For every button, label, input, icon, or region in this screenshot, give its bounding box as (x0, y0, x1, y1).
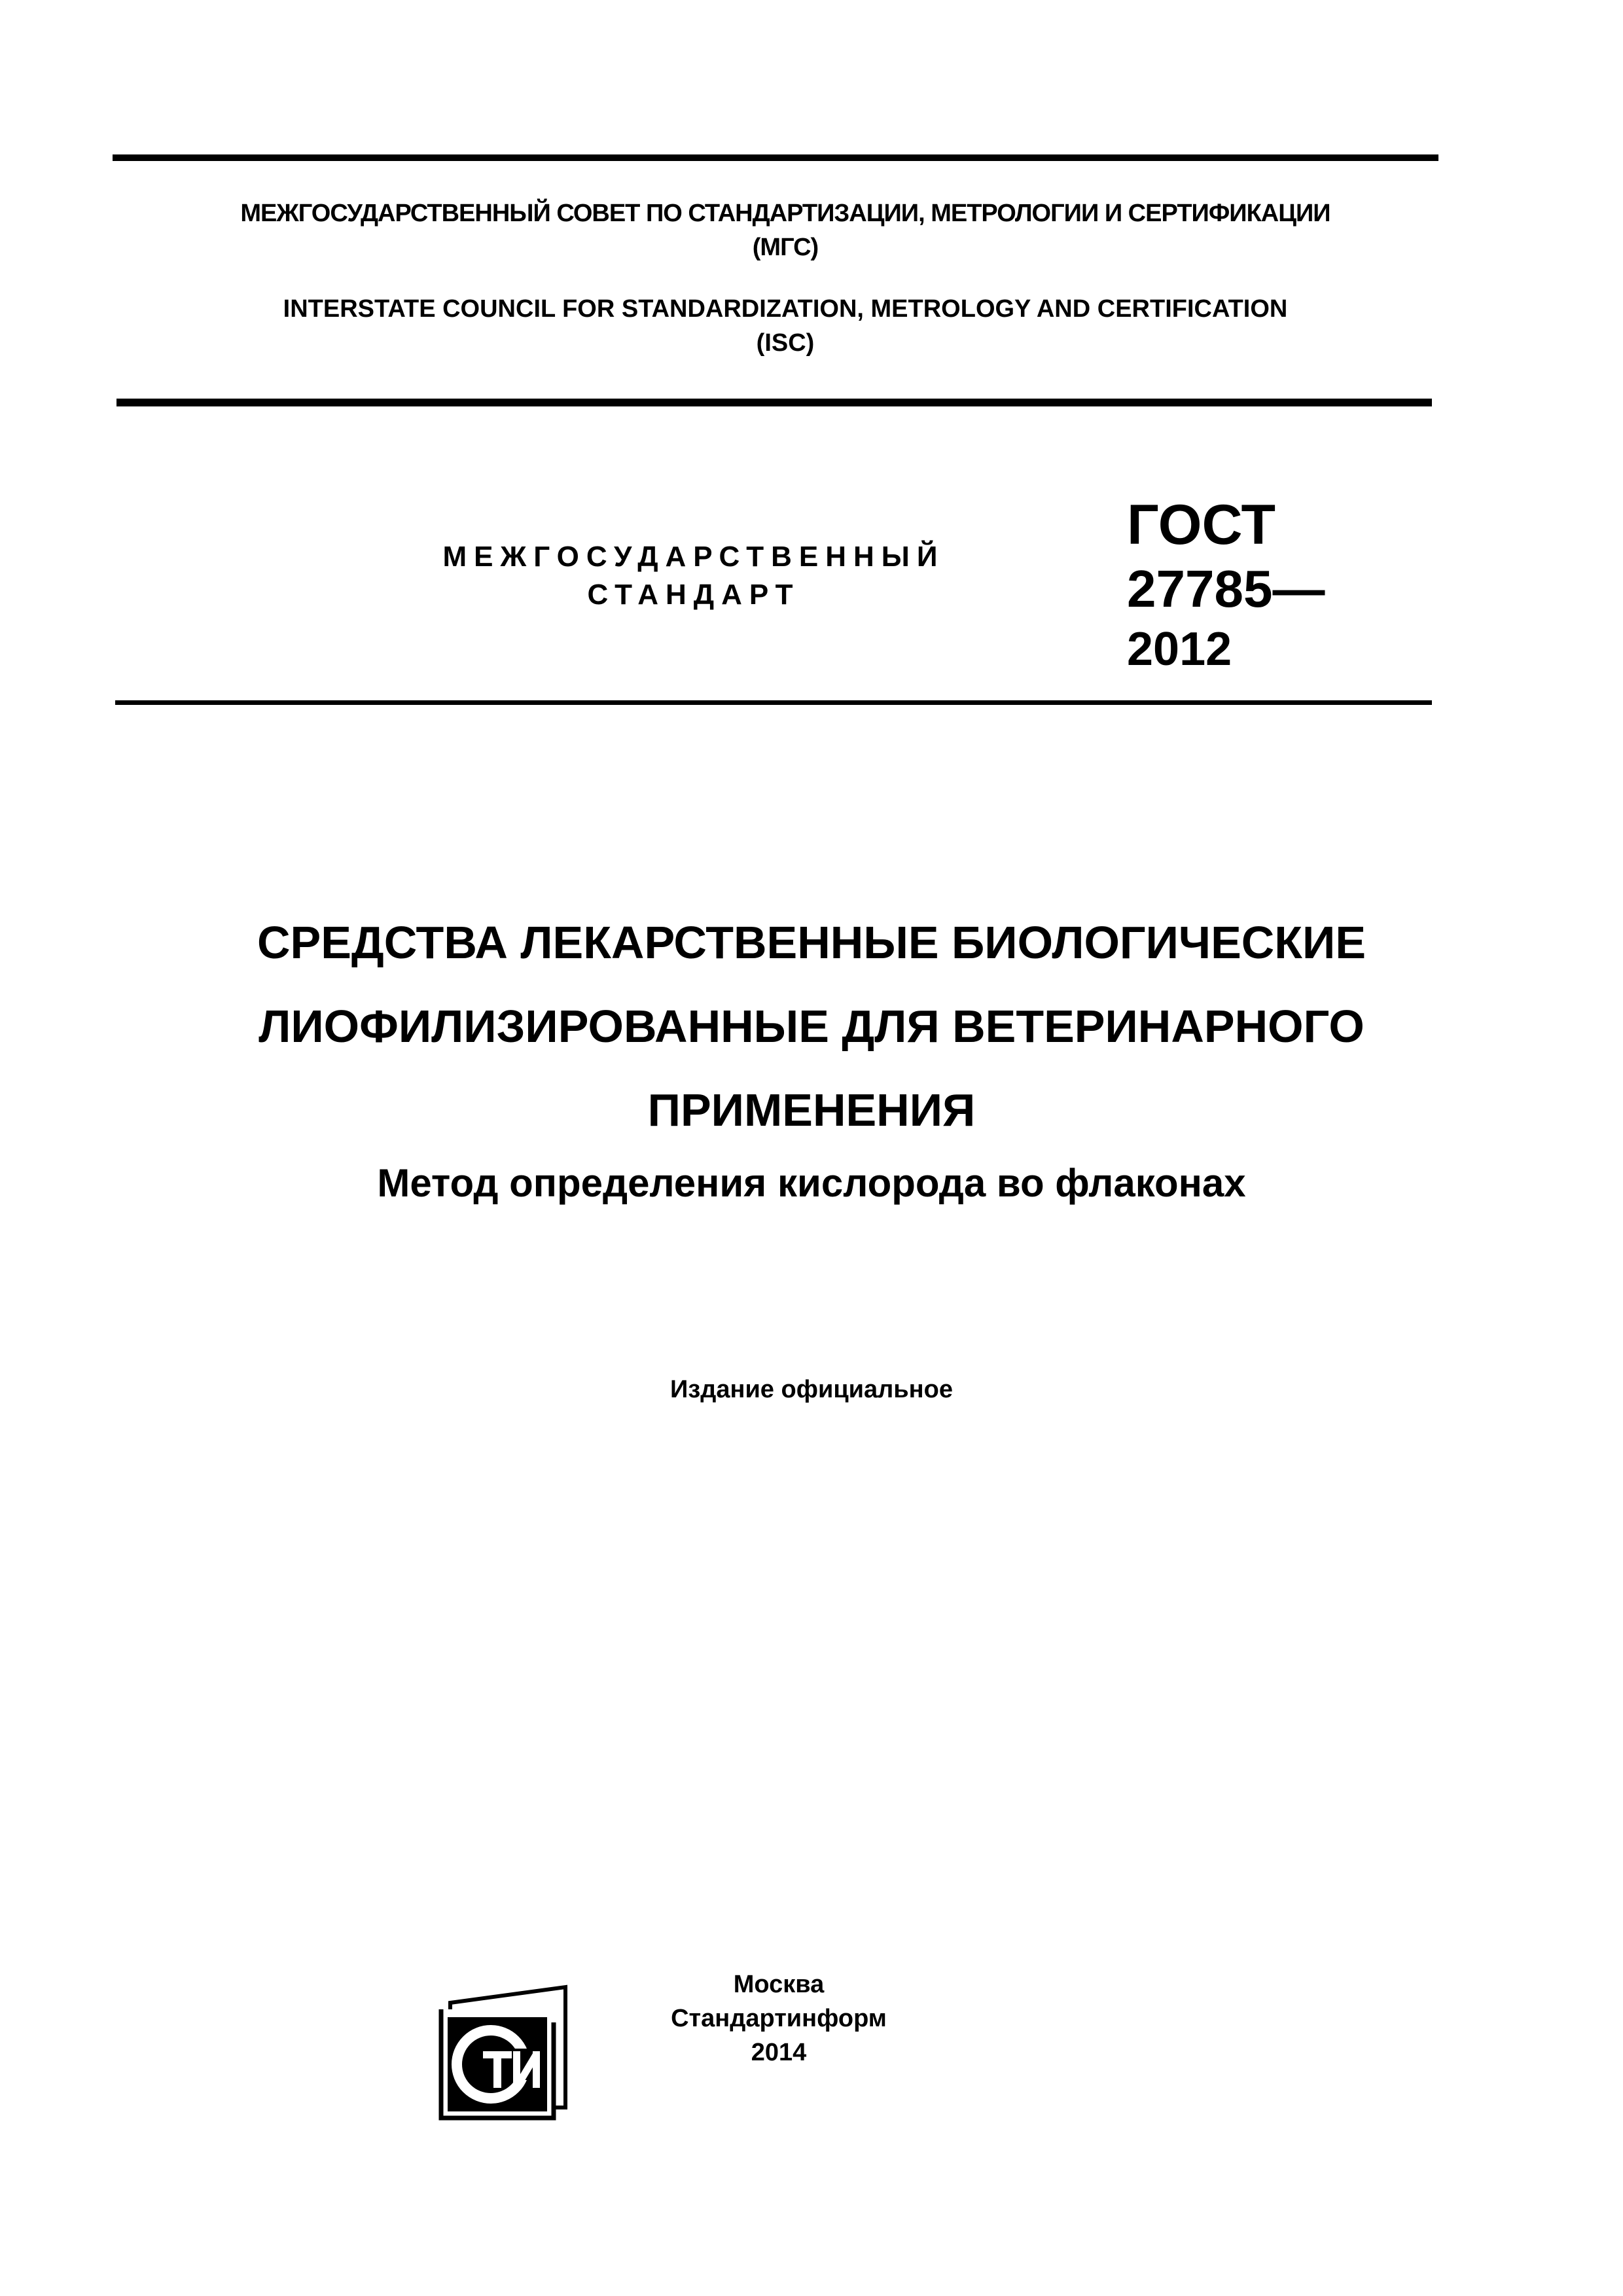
edition-note: Издание официальное (670, 1376, 953, 1403)
council-en-abbr: (ISC) (756, 329, 815, 357)
standard-kind (366, 538, 1021, 614)
title-line-1: СРЕДСТВА ЛЕКАРСТВЕННЫЕ БИОЛОГИЧЕСКИЕ (257, 917, 1366, 968)
lower-rule (115, 700, 1432, 705)
imprint-city: Москва (733, 1971, 825, 1998)
middle-rule (116, 399, 1432, 406)
council-english (131, 292, 1440, 360)
gost-number: 27785— (1127, 560, 1325, 618)
imprint-year: 2014 (751, 2039, 807, 2066)
standartinform-logo-icon (437, 1983, 569, 2122)
council-en-name: INTERSTATE COUNCIL FOR STANDARDIZATION, METROLOGY AND CERTIFICATION (283, 295, 1288, 323)
gost-designation (1127, 492, 1389, 678)
standard-kind-line2: СТАНДАРТ (587, 579, 800, 611)
standard-kind-line1: МЕЖГОСУДАРСТВЕННЫЙ (442, 541, 945, 573)
top-rule (113, 154, 1438, 161)
title-line-3: ПРИМЕНЕНИЯ (647, 1085, 976, 1136)
council-russian (131, 196, 1440, 264)
imprint-publisher: Стандартинформ (671, 2005, 887, 2032)
imprint (589, 1967, 969, 2070)
document-title (65, 901, 1558, 1152)
council-ru-name: МЕЖГОСУДАРСТВЕННЫЙ СОВЕТ ПО СТАНДАРТИЗАЦИИ, МЕТРОЛОГИИ И СЕРТИФИКАЦИИ (240, 200, 1330, 227)
council-ru-abbr: (МГС) (752, 234, 819, 261)
gost-year: 2012 (1127, 623, 1232, 675)
document-subtitle: Метод определения кислорода во флаконах (377, 1161, 1246, 1205)
gost-prefix: ГОСТ (1127, 493, 1276, 556)
title-line-2: ЛИОФИЛИЗИРОВАННЫЕ ДЛЯ ВЕТЕРИНАРНОГО (259, 1001, 1364, 1052)
